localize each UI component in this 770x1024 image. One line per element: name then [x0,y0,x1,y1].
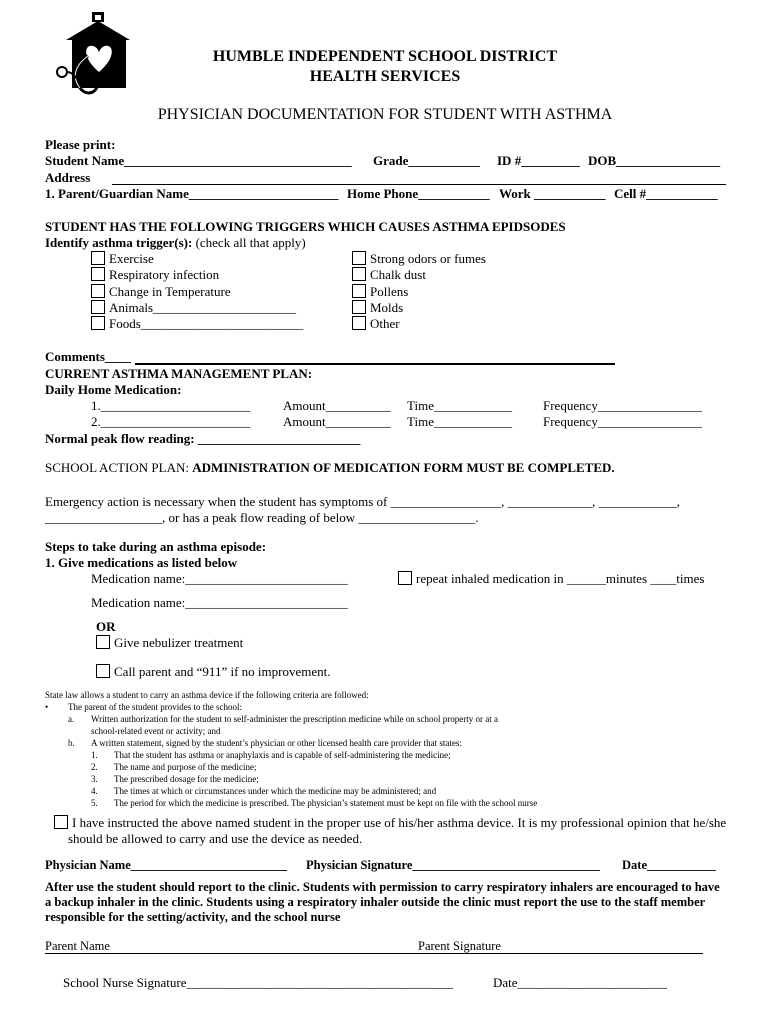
home-phone-field[interactable]: Home Phone___________ [347,186,490,201]
parent-signature-line[interactable] [45,953,703,954]
trigger-chalk-dust[interactable]: Chalk dust [352,267,426,283]
checkbox[interactable] [91,300,105,314]
trigger-odors-fumes[interactable]: Strong odors or fumes [352,251,486,267]
criteria-num-1: 1. [91,750,98,760]
trigger-respiratory-infection[interactable]: Respiratory infection [91,267,219,283]
item-a-text: Written authorization for the student to self-administer the prescription medicine while on school property or at a [91,714,499,724]
medication-name-field-1[interactable]: Medication name:_________________________ [91,571,348,586]
parent-name-label: Parent Name [45,939,110,953]
checkbox[interactable] [398,571,412,585]
address-label: Address [45,170,91,185]
checkbox[interactable] [352,284,366,298]
criteria-text-2: The name and purpose of the medicine; [114,762,257,772]
item-a-label: a. [68,714,75,724]
peak-flow-field[interactable]: Normal peak flow reading: _________________________ [45,431,361,446]
checkbox[interactable] [96,664,110,678]
criteria-num-4: 4. [91,786,98,796]
physician-date-field[interactable]: Date___________ [622,858,716,872]
after-use-note-3: responsible for the setting/activity, and the school nurse [45,910,341,924]
criteria-text-1: That the student has asthma or anaphylaxis and is capable of self-administering the medicine; [114,750,451,760]
trigger-foods[interactable]: Foods_________________________ [91,316,303,332]
checkbox[interactable] [352,316,366,330]
form-title: PHYSICIAN DOCUMENTATION FOR STUDENT WITH ASTHMA [157,106,613,123]
criteria-num-3: 3. [91,774,98,784]
parent-provides-text: The parent of the student provides to the school: [68,702,242,712]
frequency-1-field[interactable]: Frequency________________ [543,398,702,413]
item-b-text: A written statement, signed by the student’s physician or other licensed health care provider that states: [91,738,462,748]
trigger-other[interactable]: Other [352,316,400,332]
parent-signature-label: Parent Signature [418,939,501,953]
nebulizer-option[interactable]: Give nebulizer treatment [96,635,243,651]
emergency-symptoms-field[interactable]: Emergency action is necessary when the student has symptoms of _________________, _____________, ____________, [45,494,680,509]
triggers-heading: STUDENT HAS THE FOLLOWING TRIGGERS WHICH CAUSES ASTHMA EPIDSODES [45,219,566,234]
call-911-option[interactable]: Call parent and “911” if no improvement. [96,664,330,680]
steps-heading: Steps to take during an asthma episode: [45,539,267,554]
state-law-intro: State law allows a student to carry an asthma device if the following criteria are followed: [45,690,369,700]
comments-label: Comments____ [45,349,131,364]
repeat-inhaled-option[interactable]: repeat inhaled medication in ______minutes ____times [398,571,704,587]
checkbox[interactable] [54,815,68,829]
physician-attestation-cont: should be allowed to carry and use the device as needed. [68,831,363,846]
medication-name-field-2[interactable]: Medication name:_________________________ [91,595,348,610]
checkbox[interactable] [91,267,105,281]
physician-name-field[interactable]: Physician Name_________________________ [45,858,288,872]
time-2-field[interactable]: Time____________ [407,414,512,429]
checkbox[interactable] [96,635,110,649]
after-use-note-1: After use the student should report to the clinic. Students with permission to carry respiratory inhalers are encouraged to have [45,880,720,894]
trigger-molds[interactable]: Molds [352,300,403,316]
criteria-text-5: The period for which the medicine is prescribed. The physician’s statement must be kept on file with the school nurse [114,798,538,808]
amount-2-field[interactable]: Amount__________ [283,414,391,429]
daily-medication-label: Daily Home Medication: [45,382,182,397]
student-name-field[interactable]: Student Name___________________________________ [45,153,352,168]
criteria-num-2: 2. [91,762,98,772]
criteria-text-3: The prescribed dosage for the medicine; [114,774,259,784]
please-print-label: Please print: [45,137,116,152]
or-label: OR [96,619,116,634]
medication-2-field[interactable]: 2._______________________ [91,414,251,429]
after-use-note-2: a backup inhaler in the clinic. Students using a respiratory inhaler outside the clinic must report the use to the staff member [45,895,706,909]
dob-field[interactable]: DOB________________ [588,153,721,168]
trigger-temperature-change[interactable]: Change in Temperature [91,284,231,300]
give-medications-label: 1. Give medications as listed below [45,555,238,570]
checkbox[interactable] [352,300,366,314]
time-1-field[interactable]: Time____________ [407,398,512,413]
nurse-date-field[interactable]: Date_______________________ [493,975,668,990]
item-b-label: b. [68,738,75,748]
id-field[interactable]: ID #_________ [497,153,580,168]
trigger-animals[interactable]: Animals______________________ [91,300,296,316]
criteria-text-4: The times at which or circumstances under which the medicine may be administered; and [114,786,437,796]
checkbox[interactable] [91,251,105,265]
work-phone-field[interactable]: Work ___________ [499,186,606,201]
checkbox[interactable] [91,316,105,330]
medication-1-field[interactable]: 1._______________________ [91,398,251,413]
district-title: HUMBLE INDEPENDENT SCHOOL DISTRICT [212,48,558,65]
bullet-marker: • [45,702,49,712]
trigger-exercise[interactable]: Exercise [91,251,154,267]
item-a-text-cont: school-related event or activity; and [91,726,221,736]
frequency-2-field[interactable]: Frequency________________ [543,414,702,429]
grade-field[interactable]: Grade___________ [373,153,480,168]
physician-signature-field[interactable]: Physician Signature______________________________ [306,858,600,872]
current-plan-heading: CURRENT ASTHMA MANAGEMENT PLAN: [45,366,313,381]
amount-1-field[interactable]: Amount__________ [283,398,391,413]
parent-name-field[interactable]: 1. Parent/Guardian Name_______________________ [45,186,339,201]
nurse-signature-field[interactable]: School Nurse Signature_________________________________________ [63,975,453,990]
comments-line[interactable] [135,363,615,365]
checkbox[interactable] [352,267,366,281]
checkbox[interactable] [91,284,105,298]
checkbox[interactable] [352,251,366,265]
department-title: HEALTH SERVICES [309,68,461,85]
criteria-num-5: 5. [91,798,98,808]
address-line[interactable] [112,184,726,185]
physician-attestation[interactable]: I have instructed the above named student in the proper use of his/her asthma device. It is my professional opinion that he/she [54,815,726,831]
school-action-plan: SCHOOL ACTION PLAN: ADMINISTRATION OF MEDICATION FORM MUST BE COMPLETED. [45,460,615,475]
cell-phone-field[interactable]: Cell #___________ [614,186,718,201]
identify-triggers-label: Identify asthma trigger(s): (check all that apply) [45,235,306,250]
emergency-peak-flow-field[interactable]: __________________, or has a peak flow reading of below __________________. [45,510,479,525]
trigger-pollens[interactable]: Pollens [352,284,408,300]
